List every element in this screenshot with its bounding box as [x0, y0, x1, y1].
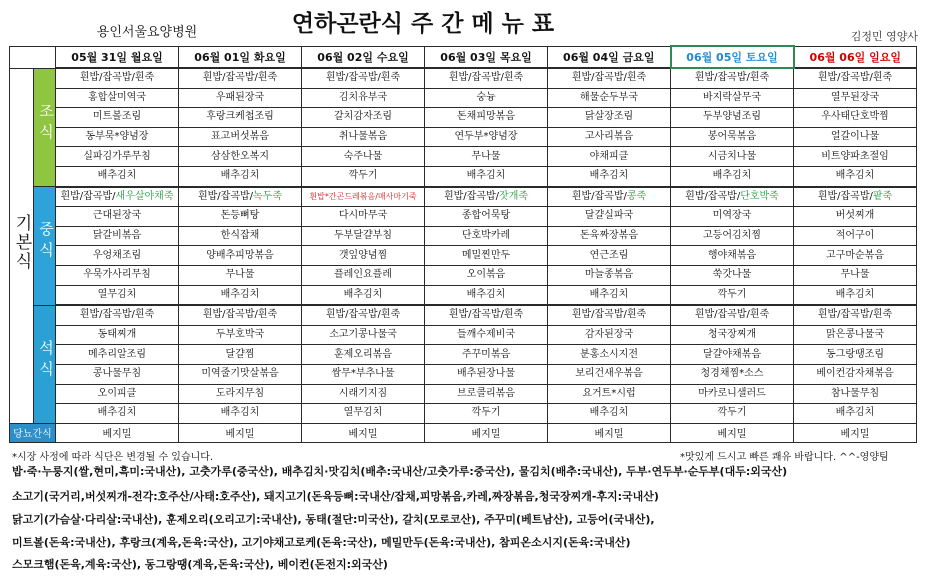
menu-row	[10, 187, 917, 207]
menu-cell: 마카로니샐러드	[671, 384, 794, 404]
menu-cell: 흰밥/잡곡밥/흰죽	[794, 305, 917, 325]
menu-cell: 훈제오리볶음	[302, 345, 425, 365]
menu-cell	[548, 187, 671, 207]
menu-cell	[179, 187, 302, 207]
day-header: 06월 06일 일요일	[794, 46, 917, 68]
menu-cell: 배추김치	[302, 285, 425, 305]
menu-cell: 배추김치	[56, 404, 179, 424]
menu-cell: 적어구이	[794, 226, 917, 246]
menu-cell: 야채피클	[548, 147, 671, 167]
menu-cell: 표고버섯볶음	[179, 127, 302, 147]
menu-cell: 오이피클	[56, 384, 179, 404]
menu-cell: 버섯찌개	[794, 207, 917, 227]
menu-cell: 다시마무국	[302, 207, 425, 227]
snack-cell: 베지밀	[56, 423, 179, 442]
menu-cell-accent: 새우살야채죽	[115, 190, 174, 202]
menu-cell: 무나물	[425, 147, 548, 167]
menu-cell: 흰밥/잡곡밥/흰죽	[302, 68, 425, 88]
menu-cell-base: 흰밥/잡곡밥/	[571, 190, 627, 202]
menu-cell-accent: 콩죽	[626, 190, 647, 202]
snack-cell: 베지밀	[179, 423, 302, 442]
menu-row	[10, 246, 917, 266]
menu-cell: 플레인요플레	[302, 265, 425, 285]
menu-cell: 보리건새우볶음	[548, 364, 671, 384]
menu-cell: 흰밥/잡곡밥/흰죽	[671, 68, 794, 88]
menu-cell: 두부양념조림	[671, 108, 794, 128]
menu-cell: 흰밥/잡곡밥/흰죽	[671, 305, 794, 325]
menu-cell	[56, 187, 179, 207]
day-header: 06월 02일 수요일	[302, 46, 425, 68]
note-left: *시장 사정에 따라 식단은 변경될 수 있습니다.	[12, 452, 214, 463]
origin-line: 닭고기(가슴살·다리살:국내산), 훈제오리(오리고기:국내산), 동태(절단:미국산), 갈치(모로코산), 주꾸미(베트남산), 고등어(국내산),	[12, 513, 655, 526]
menu-cell: 시금치나물	[671, 147, 794, 167]
menu-row	[10, 285, 917, 305]
menu-cell: 마늘종볶음	[548, 265, 671, 285]
menu-cell: 흰밥/잡곡밥/흰죽	[179, 68, 302, 88]
menu-row	[10, 147, 917, 167]
menu-cell: 김치유부국	[302, 88, 425, 108]
menu-row	[10, 68, 917, 88]
menu-cell: 실파김가루무침	[56, 147, 179, 167]
menu-cell: 우묵가사리무침	[56, 265, 179, 285]
snack-cell: 베지밀	[302, 423, 425, 442]
menu-cell: 동그랑땡조림	[794, 345, 917, 365]
menu-cell: 바지락살무국	[671, 88, 794, 108]
menu-cell: 쑥갓나물	[671, 265, 794, 285]
menu-cell-accent: 잣개죽	[499, 190, 529, 202]
menu-cell: 청국장찌개	[671, 325, 794, 345]
menu-cell: 취나물볶음	[302, 127, 425, 147]
page-title: 연하곤란식 주 간 메 뉴 표	[291, 11, 555, 37]
menu-row	[10, 345, 917, 365]
menu-cell: 콩나물무침	[56, 364, 179, 384]
menu-cell: 돈채피망볶음	[425, 108, 548, 128]
menu-cell-base: 흰밥/잡곡밥/	[60, 190, 116, 202]
snack-label: 당뇨간식	[10, 423, 56, 442]
snack-cell: 베지밀	[671, 423, 794, 442]
menu-cell: 베이컨감자채볶음	[794, 364, 917, 384]
origin-line: 밥·죽·누룽지(쌀,현미,흑미:국내산), 고춧가루(중국산), 배추김치·맛김치(배추:국내산/고춧가루:중국산), 물김치(배추:국내산), 두부·연두부·순두부(대두:외국산)	[12, 465, 788, 478]
menu-row	[10, 166, 917, 186]
snack-cell: 베지밀	[548, 423, 671, 442]
menu-cell: 닭갈비볶음	[56, 226, 179, 246]
menu-cell: 흰밥/잡곡밥/흰죽	[56, 305, 179, 325]
menu-cell: 삼삼한오복지	[179, 147, 302, 167]
menu-cell-accent: 녹두죽	[253, 190, 283, 202]
menu-cell: 열무김치	[302, 404, 425, 424]
menu-cell: 닭살장조림	[548, 108, 671, 128]
menu-cell: 무나물	[179, 265, 302, 285]
menu-cell: 한식잡채	[179, 226, 302, 246]
meal-type-label	[10, 68, 34, 423]
meal-label-text: 조식	[37, 102, 55, 145]
meal-label	[34, 305, 56, 423]
menu-row	[10, 364, 917, 384]
menu-row	[10, 88, 917, 108]
menu-cell: 우엉채조림	[56, 246, 179, 266]
menu-cell: 흰밥/잡곡밥/흰죽	[425, 305, 548, 325]
menu-cell: 무나물	[794, 265, 917, 285]
menu-cell: 쌈무*부추나물	[302, 364, 425, 384]
menu-cell: 갈치감자조림	[302, 108, 425, 128]
menu-cell: 달걀찜	[179, 345, 302, 365]
menu-cell	[794, 187, 917, 207]
menu-cell: 분홍소시지전	[548, 345, 671, 365]
meal-label-text: 중식	[37, 221, 55, 264]
menu-cell: 들깨수제비국	[425, 325, 548, 345]
day-header: 06월 04일 금요일	[548, 46, 671, 68]
menu-row	[10, 305, 917, 325]
menu-cell: 돈등뼈탕	[179, 207, 302, 227]
menu-cell: 행야채볶음	[671, 246, 794, 266]
day-header-row	[10, 46, 917, 68]
menu-cell: 후랑크케첩조림	[179, 108, 302, 128]
meal-label	[34, 68, 56, 187]
origin-line: 소고기(국거리,버섯찌개-전각:호주산/사태:호주산), 돼지고기(돈육등뼈:국내산/잡채,피망볶음,카레,짜장볶음,청국장찌개-후지:국내산)	[12, 490, 659, 503]
menu-cell: 미역줄기맛살볶음	[179, 364, 302, 384]
menu-cell: 동부묵*양념장	[56, 127, 179, 147]
menu-cell: 우패된장국	[179, 88, 302, 108]
menu-cell: 고사리볶음	[548, 127, 671, 147]
menu-cell: 흰밥/잡곡밥/흰죽	[302, 305, 425, 325]
day-header: 05월 31일 월요일	[56, 46, 179, 68]
menu-cell: 배추김치	[179, 285, 302, 305]
menu-cell: 배추김치	[548, 404, 671, 424]
meal-type-text: 기본식	[11, 214, 32, 272]
origin-line: 스모크햄(돈육,계육:국산), 동그랑땡(계육,돈육:국산), 베이컨(돈전지:외국산)	[12, 558, 388, 571]
menu-cell: 배추김치	[548, 285, 671, 305]
meal-label-text: 석식	[37, 339, 55, 382]
menu-cell: 흰밥/잡곡밥/흰죽	[794, 68, 917, 88]
menu-row	[10, 108, 917, 128]
menu-cell-accent: 단호박죽	[740, 190, 779, 202]
menu-cell: 연두부*양념장	[425, 127, 548, 147]
snack-cell: 베지밀	[425, 423, 548, 442]
menu-cell: 청경채찜*소스	[671, 364, 794, 384]
menu-cell: 고구마순볶음	[794, 246, 917, 266]
menu-row	[10, 404, 917, 424]
note-right: *맛있게 드시고 빠른 쾌유 바랍니다. ^^-영양팀	[680, 452, 889, 463]
menu-cell: 두부달걀부침	[302, 226, 425, 246]
hospital-name: 용인서울요양병원	[96, 25, 198, 40]
snack-row	[10, 423, 917, 442]
corner-cell	[10, 46, 56, 68]
menu-cell-base: 흰밥/잡곡밥/	[817, 190, 873, 202]
menu-cell: 동태찌개	[56, 325, 179, 345]
menu-cell: 배추김치	[425, 166, 548, 186]
menu-cell-base: 흰밥/잡곡밥/	[685, 190, 741, 202]
menu-cell: 맑은콩나물국	[794, 325, 917, 345]
menu-cell: 배추된장나물	[425, 364, 548, 384]
menu-cell: 흰밥/잡곡밥/흰죽	[548, 68, 671, 88]
menu-cell: 비트양파초절임	[794, 147, 917, 167]
origin-line: 미트볼(돈육:국내산), 후랑크(계육,돈육:국산), 고기야채고로케(돈육:국산), 메밀만두(돈육:국내산), 참피온소시지(돈육:국내산)	[12, 536, 631, 549]
day-header: 06월 01일 화요일	[179, 46, 302, 68]
menu-cell: 고등어김치찜	[671, 226, 794, 246]
meal-label	[34, 187, 56, 306]
menu-cell: 주꾸미볶음	[425, 345, 548, 365]
weekly-menu-table	[9, 45, 917, 443]
menu-cell: 흰밥/잡곡밥/흰죽	[179, 305, 302, 325]
menu-cell: 오이볶음	[425, 265, 548, 285]
menu-cell	[671, 187, 794, 207]
menu-cell: 브로콜리볶음	[425, 384, 548, 404]
menu-cell: 배추김치	[56, 166, 179, 186]
menu-row	[10, 226, 917, 246]
menu-cell: 종합어묵탕	[425, 207, 548, 227]
menu-cell: 봉어묵볶음	[671, 127, 794, 147]
menu-cell: 양배추피망볶음	[179, 246, 302, 266]
menu-cell: 단호박카레	[425, 226, 548, 246]
day-header: 06월 05일 토요일	[671, 46, 794, 68]
menu-cell: 열무김치	[56, 285, 179, 305]
menu-cell: 배추김치	[179, 404, 302, 424]
menu-cell	[302, 187, 425, 207]
menu-cell: 배추김치	[425, 285, 548, 305]
menu-cell-accent: 흰밥*간곤드레볶음/매사마기죽	[309, 191, 417, 201]
menu-row	[10, 265, 917, 285]
menu-cell: 열무된장국	[794, 88, 917, 108]
menu-row	[10, 325, 917, 345]
author-label: 김정민 영양사	[850, 30, 918, 43]
menu-cell: 감자된장국	[548, 325, 671, 345]
menu-cell: 미역장국	[671, 207, 794, 227]
menu-cell: 배추김치	[794, 404, 917, 424]
menu-cell-accent: 팥죽	[872, 190, 893, 202]
menu-cell: 흰밥/잡곡밥/흰죽	[56, 68, 179, 88]
menu-cell: 흰밥/잡곡밥/흰죽	[425, 68, 548, 88]
menu-cell: 얼갈이나물	[794, 127, 917, 147]
menu-cell: 깍두기	[671, 404, 794, 424]
menu-cell: 돈육짜장볶음	[548, 226, 671, 246]
menu-row	[10, 127, 917, 147]
menu-cell: 소고기콩나물국	[302, 325, 425, 345]
menu-cell: 근대된장국	[56, 207, 179, 227]
menu-cell: 해물순두부국	[548, 88, 671, 108]
day-header: 06월 03일 목요일	[425, 46, 548, 68]
menu-cell: 요거트*시럽	[548, 384, 671, 404]
menu-cell-base: 흰밥/잡곡밥/	[443, 190, 500, 202]
menu-cell: 흰밥/잡곡밥/흰죽	[548, 305, 671, 325]
menu-cell: 배추김치	[671, 166, 794, 186]
menu-cell-base: 흰밥/잡곡밥/	[197, 190, 254, 202]
menu-cell: 두부호박국	[179, 325, 302, 345]
menu-cell: 배추김치	[794, 166, 917, 186]
menu-cell: 연근조림	[548, 246, 671, 266]
menu-cell: 메추리알조림	[56, 345, 179, 365]
menu-cell	[425, 187, 548, 207]
menu-row	[10, 207, 917, 227]
menu-cell: 홍합살미역국	[56, 88, 179, 108]
menu-cell: 숭늉	[425, 88, 548, 108]
menu-cell: 깍두기	[671, 285, 794, 305]
menu-cell: 달걀야채볶음	[671, 345, 794, 365]
menu-cell: 갯잎양념찜	[302, 246, 425, 266]
menu-cell: 배추김치	[794, 285, 917, 305]
menu-cell: 깍두기	[302, 166, 425, 186]
menu-cell: 배추김치	[548, 166, 671, 186]
menu-cell: 메밀찐만두	[425, 246, 548, 266]
menu-cell: 미트볼조림	[56, 108, 179, 128]
menu-cell: 배추김치	[179, 166, 302, 186]
menu-cell: 도라지무침	[179, 384, 302, 404]
menu-cell: 깍두기	[425, 404, 548, 424]
menu-cell: 달걀실파국	[548, 207, 671, 227]
menu-cell: 우사태단호박찜	[794, 108, 917, 128]
menu-cell: 숙주나물	[302, 147, 425, 167]
menu-cell: 참나물무침	[794, 384, 917, 404]
menu-row	[10, 384, 917, 404]
snack-cell: 베지밀	[794, 423, 917, 442]
menu-cell: 시래기지짐	[302, 384, 425, 404]
